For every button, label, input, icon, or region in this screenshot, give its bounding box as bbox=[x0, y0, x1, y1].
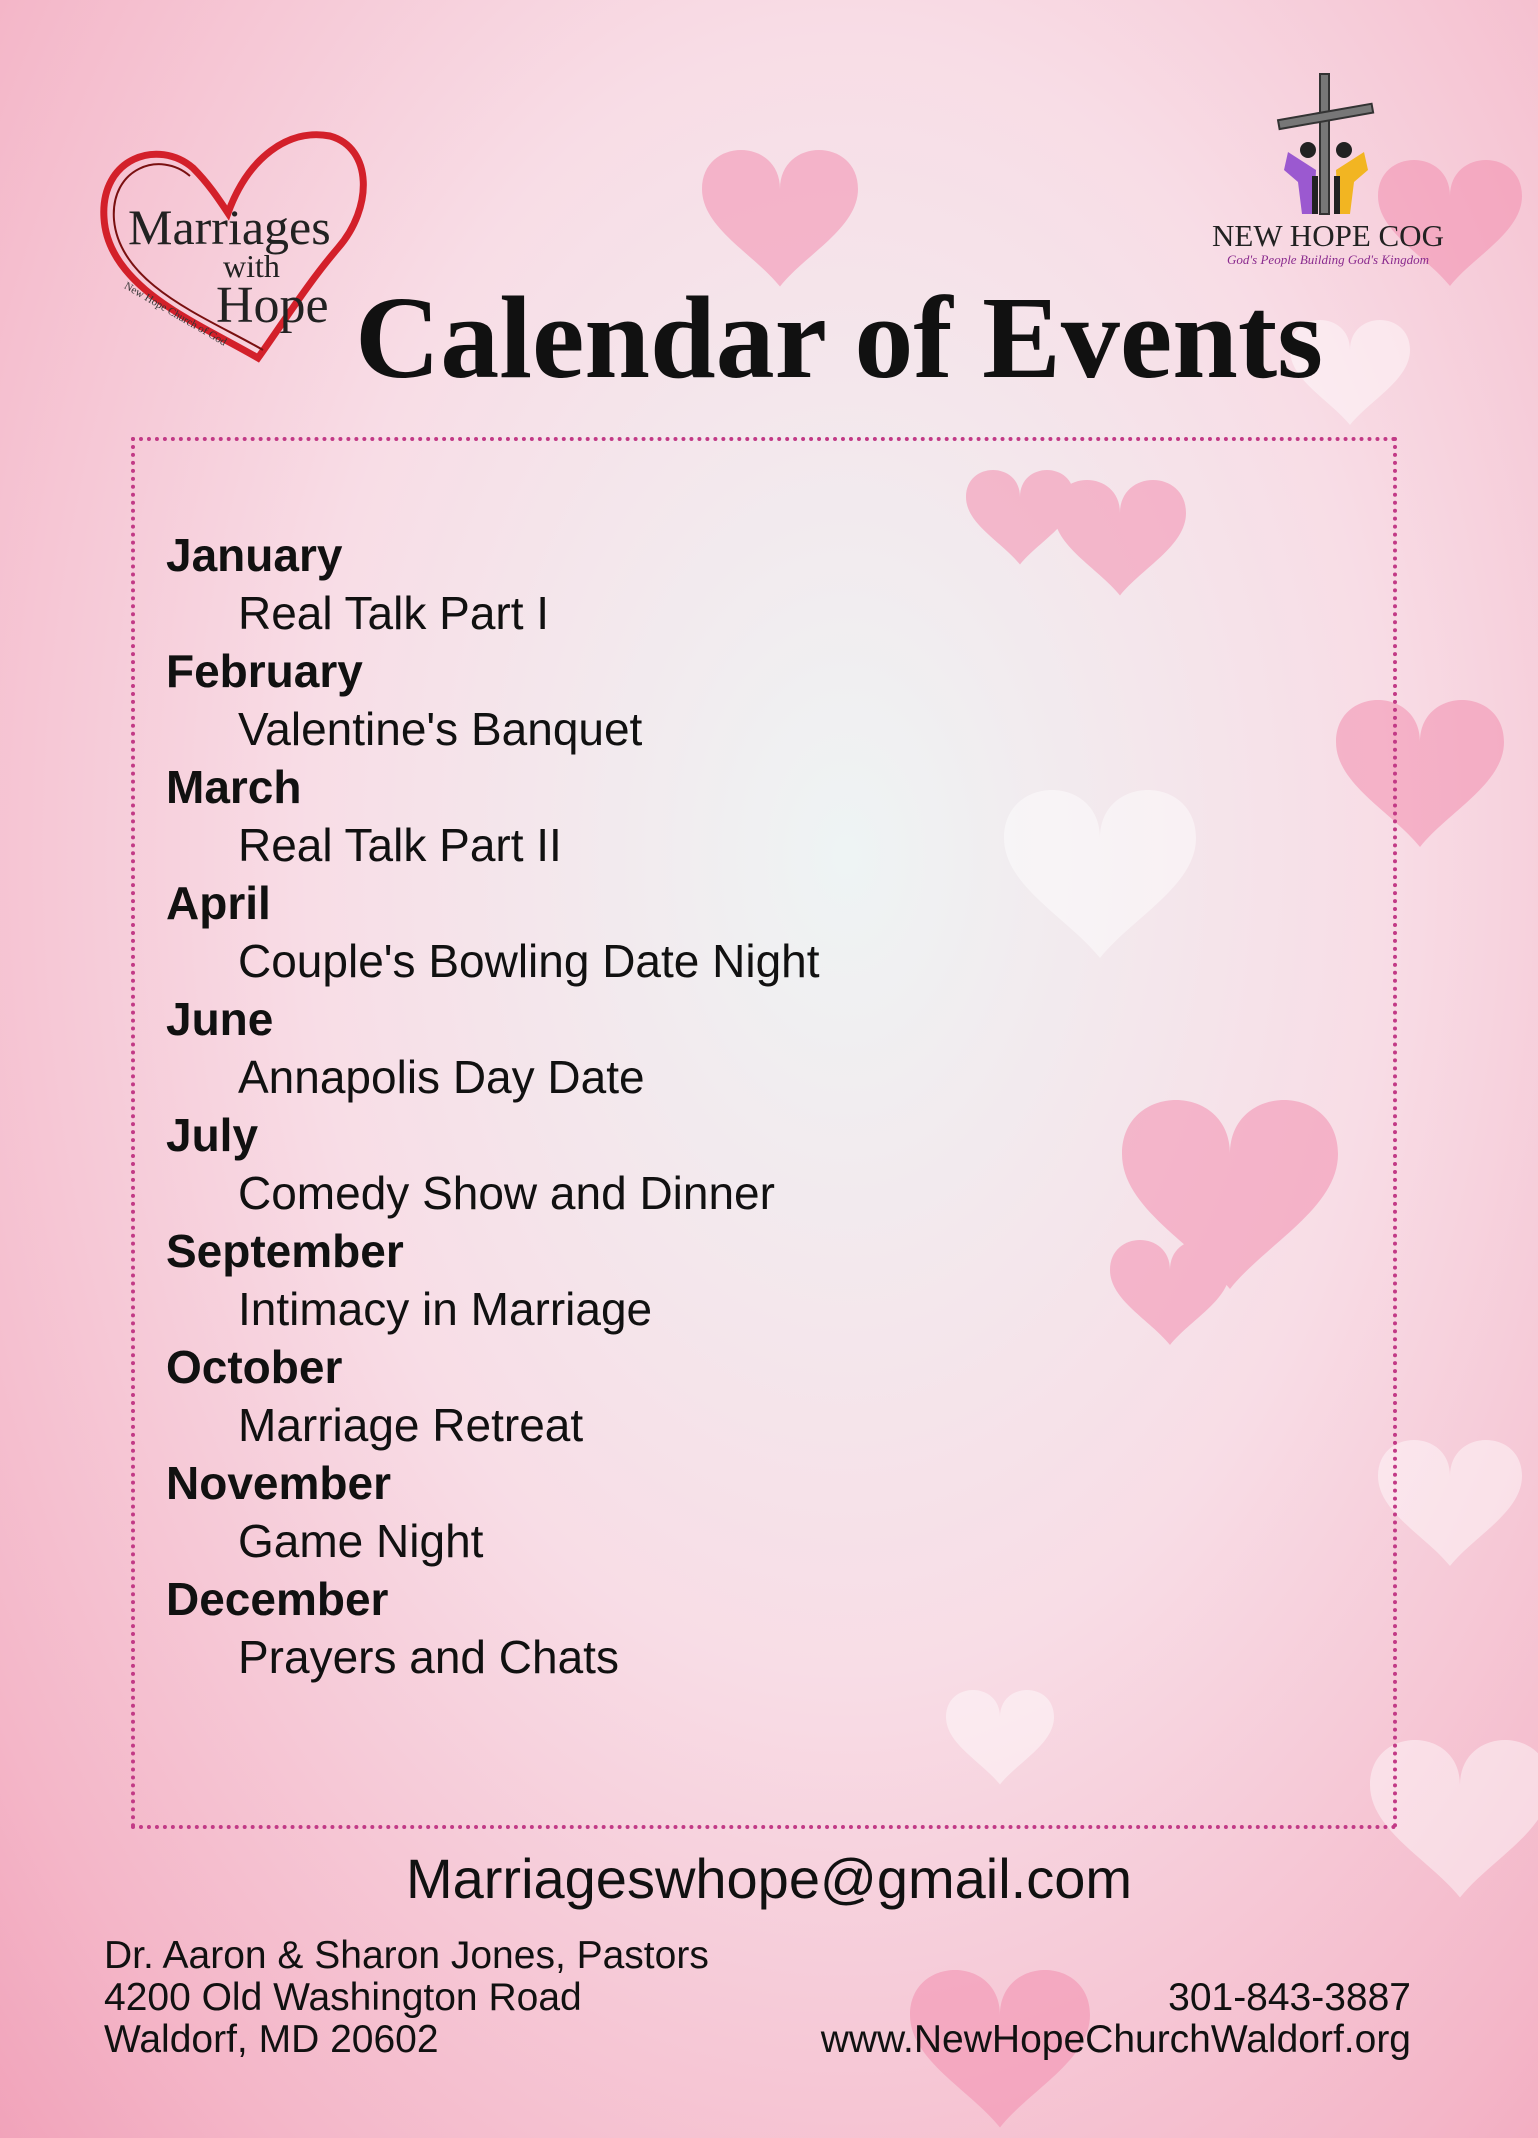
street-line: 4200 Old Washington Road bbox=[104, 1976, 582, 2019]
marriages-with-hope-logo bbox=[98, 128, 378, 374]
month-label: April bbox=[166, 877, 271, 929]
event-name: Marriage Retreat bbox=[238, 1399, 584, 1451]
new-hope-cog-logo bbox=[1188, 70, 1468, 270]
phone-number[interactable]: 301-843-3887 bbox=[1168, 1976, 1411, 2019]
logo-text-church: New Hope Church of God bbox=[122, 280, 229, 349]
event-name: Annapolis Day Date bbox=[238, 1051, 645, 1103]
events-list bbox=[166, 526, 1066, 1686]
event-name: Valentine's Banquet bbox=[238, 703, 643, 755]
month-label: June bbox=[166, 993, 274, 1045]
event-name: Real Talk Part I bbox=[238, 587, 550, 639]
event-name: Intimacy in Marriage bbox=[238, 1283, 653, 1335]
event-name: Comedy Show and Dinner bbox=[238, 1167, 775, 1219]
logo-text-with: with bbox=[223, 248, 280, 284]
logo-text-new-hope-cog: NEW HOPE COG bbox=[1212, 218, 1444, 253]
logo-tagline: God's People Building God's Kingdom bbox=[1227, 252, 1429, 267]
cross-with-people-icon bbox=[1228, 70, 1428, 220]
event-name: Prayers and Chats bbox=[238, 1631, 619, 1683]
month-label: February bbox=[166, 645, 363, 697]
month-label: July bbox=[166, 1109, 259, 1161]
month-label: September bbox=[166, 1225, 404, 1277]
event-name: Game Night bbox=[238, 1515, 484, 1567]
pastors-line: Dr. Aaron & Sharon Jones, Pastors bbox=[104, 1934, 709, 1977]
logo-text-hope: Hope bbox=[216, 277, 329, 334]
month-label: January bbox=[166, 529, 343, 581]
event-name: Real Talk Part II bbox=[238, 819, 562, 871]
month-label: December bbox=[166, 1573, 389, 1625]
website-link[interactable]: www.NewHopeChurchWaldorf.org bbox=[820, 2018, 1411, 2061]
page-title: Calendar of Events bbox=[355, 272, 1324, 403]
city-line: Waldorf, MD 20602 bbox=[104, 2018, 439, 2061]
month-label: October bbox=[166, 1341, 343, 1393]
logo-text-marriages: Marriages bbox=[128, 199, 331, 255]
contact-email[interactable]: Marriageswhope@gmail.com bbox=[405, 1847, 1132, 1910]
month-label: November bbox=[166, 1457, 391, 1509]
event-name: Couple's Bowling Date Night bbox=[238, 935, 820, 987]
month-label: March bbox=[166, 761, 302, 813]
address-block bbox=[104, 1935, 709, 2061]
contact-block bbox=[821, 1977, 1411, 2061]
